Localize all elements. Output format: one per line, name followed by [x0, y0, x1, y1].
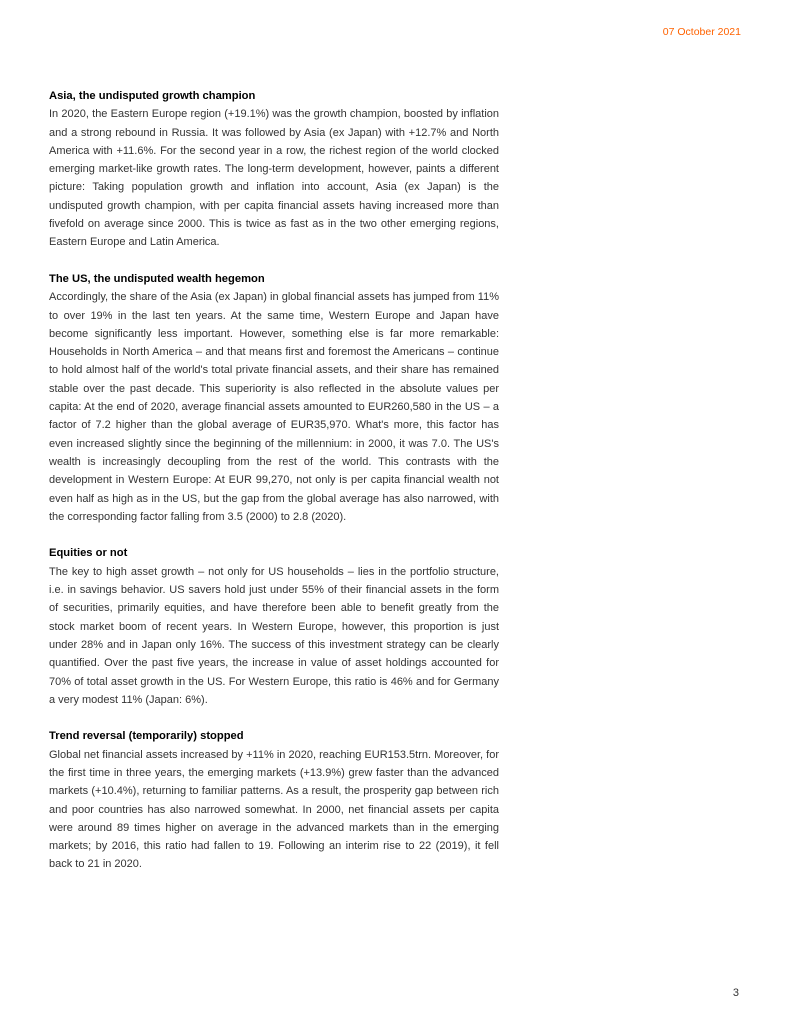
- section-heading: Asia, the undisputed growth champion: [49, 90, 256, 102]
- section-paragraph: In 2020, the Eastern Europe region (+19.1%) was the growth champion, boosted by inflation and a strong rebound in Russia. It was followed by Asia (ex Japan) with +12.7% and North America with +11.6%. For the second year in a row, the richest region of the world clocked emerging market-like growth rates. The long-term development, however, paints a different picture: Taking population growth and inflation into account, Asia (ex Japan) is the undisputed growth champion, with per capita financial assets having increased more than fivefold on average since 2000. This is twice as fast as in the two other emerging regions, Eastern Europe and Latin America.: [49, 108, 499, 249]
- section-us-wealth: [49, 270, 499, 526]
- page-number: 3: [732, 987, 739, 999]
- document-body: [49, 87, 499, 892]
- section-trend-reversal: [49, 727, 499, 873]
- section-heading: Trend reversal (temporarily) stopped: [49, 730, 244, 743]
- section-heading: Equities or not: [49, 547, 128, 560]
- section-paragraph: Accordingly, the share of the Asia (ex Japan) in global financial assets has jumped from 11% to over 19% in the last ten years. At the same time, Western Europe and Japan have become significantly less important. However, something else is far more remarkable: Households in North America – and that means first and foremost the Americans – continue to hold almost half of the world's total private financial assets, and their share has remained stable over the past decade. This superiority is also reflected in the absolute values per capita: At the end of 2020, average financial assets amounted to EUR260,580 in the US – a factor of 7.2 higher than the global average of EUR35,970. What's more, this factor has even increased slightly since the beginning of the millennium: in 2000, it was 7.0. The US's wealth is increasingly decoupling from the rest of the world. This contrasts with the development in Western Europe: At EUR 99,270, not only is per capita financial wealth not even half as high as in the US, but the gap from the global average has also narrowed, with the corresponding factor falling from 3.5 (2000) to 2.8 (2020).: [49, 291, 499, 523]
- section-heading: The US, the undisputed wealth hegemon: [49, 272, 265, 285]
- section-paragraph: The key to high asset growth – not only for US households – lies in the portfolio structure, i.e. in savings behavior. US savers hold just under 55% of their financial assets in the form of securities, primarily equities, and have therefore been able to benefit greatly from the stock market boom of recent years. In Western Europe, however, this proportion is just under 28% and in Japan only 16%. The success of this investment strategy can be clearly quantified. Over the past five years, the increase in value of asset holdings accounted for 70% of total asset growth in the US. For Western Europe, this ratio is 46% and for Germany a very modest 11% (Japan: 6%).: [49, 565, 499, 706]
- section-asia-growth: [49, 87, 499, 252]
- section-paragraph: Global net financial assets increased by +11% in 2020, reaching EUR153.5trn. Moreover, for the first time in three years, the emerging markets (+13.9%) grew faster than the advanced markets (+10.4%), returning to familiar patterns. As a result, the prosperity gap between rich and poor countries has also narrowed somewhat. In 2000, net financial assets per capita were around 89 times higher on average in the advanced markets than in the emerging markets; by 2016, this ratio had fallen to 19. Following an interim rise to 22 (2019), it fell back to 21 in 2020.: [49, 748, 499, 871]
- section-equities: [49, 544, 499, 709]
- document-date: 07 October 2021: [662, 26, 741, 38]
